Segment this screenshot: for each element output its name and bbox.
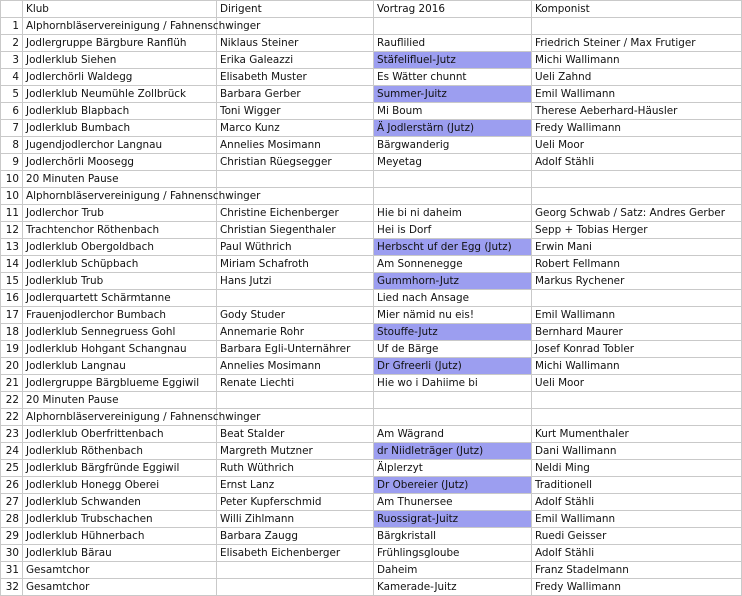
table-row (1, 86, 742, 103)
table-row (1, 528, 742, 545)
vortrag-cell[interactable]: Meyetag (374, 154, 532, 171)
vortrag-cell[interactable]: Dr Gfreerli (Jutz) (374, 358, 532, 375)
row-number-cell[interactable]: 28 (1, 511, 23, 528)
vortrag-cell[interactable] (374, 392, 532, 409)
komponist-cell[interactable]: Kurt Mumenthaler (532, 426, 742, 443)
dirigent-cell[interactable] (217, 171, 374, 188)
komponist-cell[interactable]: Adolf Stähli (532, 494, 742, 511)
table-row (1, 562, 742, 579)
table-row (1, 103, 742, 120)
dirigent-cell[interactable]: Margreth Mutzner (217, 443, 374, 460)
klub-cell[interactable]: Jodlerklub Sennegruess Gohl (23, 324, 217, 341)
row-number-cell[interactable]: 18 (1, 324, 23, 341)
vortrag-cell[interactable] (374, 188, 532, 205)
dirigent-cell[interactable]: Beat Stalder (217, 426, 374, 443)
dirigent-cell[interactable]: Annelies Mosimann (217, 137, 374, 154)
komponist-cell[interactable]: Adolf Stähli (532, 154, 742, 171)
dirigent-cell[interactable]: Miriam Schafroth (217, 256, 374, 273)
vortrag-cell[interactable]: Hie wo i Dahiime bi (374, 375, 532, 392)
table-row (1, 188, 742, 205)
row-number-cell[interactable]: 25 (1, 460, 23, 477)
dirigent-cell[interactable]: Annemarie Rohr (217, 324, 374, 341)
klub-cell[interactable]: Jugendjodlerchor Langnau (23, 137, 217, 154)
klub-cell[interactable]: Trachtenchor Röthenbach (23, 222, 217, 239)
klub-cell[interactable]: Jodlerklub Siehen (23, 52, 217, 69)
vortrag-cell[interactable]: Gummhorn-Jutz (374, 273, 532, 290)
komponist-cell[interactable] (532, 290, 742, 307)
vortrag-cell[interactable]: Am Sonnenegge (374, 256, 532, 273)
klub-cell[interactable]: Jodlerklub Trubschachen (23, 511, 217, 528)
table-row (1, 154, 742, 171)
header-row (1, 1, 742, 18)
vortrag-cell[interactable]: Dr Obereier (Jutz) (374, 477, 532, 494)
klub-cell[interactable]: Jodlerklub Trub (23, 273, 217, 290)
row-number-cell[interactable]: 31 (1, 562, 23, 579)
row-number-cell[interactable]: 15 (1, 273, 23, 290)
vortrag-cell[interactable]: Rauflilied (374, 35, 532, 52)
komponist-cell[interactable]: Markus Rychener (532, 273, 742, 290)
table-row (1, 120, 742, 137)
klub-cell[interactable]: 20 Minuten Pause (23, 171, 217, 188)
komponist-cell[interactable]: Michi Wallimann (532, 358, 742, 375)
row-number-cell[interactable]: 1 (1, 18, 23, 35)
klub-cell[interactable]: Jodlerklub Honegg Oberei (23, 477, 217, 494)
klub-cell[interactable]: Jodlergruppe Bärgbure Ranflüh (23, 35, 217, 52)
row-number-cell[interactable]: 3 (1, 52, 23, 69)
komponist-cell[interactable]: Fredy Wallimann (532, 120, 742, 137)
komponist-cell[interactable]: Neldi Ming (532, 460, 742, 477)
komponist-cell[interactable]: Emil Wallimann (532, 86, 742, 103)
table-row (1, 545, 742, 562)
dirigent-cell[interactable] (217, 562, 374, 579)
klub-cell[interactable]: Jodlerklub Schüpbach (23, 256, 217, 273)
komponist-cell[interactable]: Adolf Stähli (532, 545, 742, 562)
table-row (1, 222, 742, 239)
klub-cell[interactable]: Jodlerklub Bärau (23, 545, 217, 562)
komponist-cell[interactable] (532, 18, 742, 35)
vortrag-cell[interactable]: Uf de Bärge (374, 341, 532, 358)
vortrag-cell[interactable]: Kamerade-Juitz (374, 579, 532, 596)
vortrag-cell[interactable]: Am Wägrand (374, 426, 532, 443)
row-number-cell[interactable]: 4 (1, 69, 23, 86)
dirigent-cell[interactable] (217, 290, 374, 307)
dirigent-cell[interactable] (217, 392, 374, 409)
table-row (1, 426, 742, 443)
row-number-cell[interactable]: 13 (1, 239, 23, 256)
table-row (1, 273, 742, 290)
vortrag-cell[interactable]: dr Niidleträger (Jutz) (374, 443, 532, 460)
vortrag-cell[interactable]: Mier nämid nu eis! (374, 307, 532, 324)
table-row (1, 375, 742, 392)
row-number-cell[interactable]: 22 (1, 392, 23, 409)
table-row (1, 205, 742, 222)
dirigent-cell[interactable]: Christine Eichenberger (217, 205, 374, 222)
row-number-cell[interactable]: 10 (1, 171, 23, 188)
vortrag-cell[interactable]: Hie bi ni daheim (374, 205, 532, 222)
vortrag-cell[interactable]: Ruossigrat-Juitz (374, 511, 532, 528)
row-number-cell[interactable]: 24 (1, 443, 23, 460)
dirigent-cell[interactable]: Renate Liechti (217, 375, 374, 392)
row-number-cell[interactable]: 27 (1, 494, 23, 511)
table-row (1, 18, 742, 35)
table-row (1, 341, 742, 358)
vortrag-cell[interactable]: Stäfelifluel-Jutz (374, 52, 532, 69)
komponist-cell[interactable]: Erwin Mani (532, 239, 742, 256)
table-row (1, 307, 742, 324)
row-number-cell[interactable]: 22 (1, 409, 23, 426)
klub-cell[interactable]: Gesamtchor (23, 562, 217, 579)
row-number-cell[interactable]: 17 (1, 307, 23, 324)
komponist-cell[interactable]: Therese Aeberhard-Häusler (532, 103, 742, 120)
table-row (1, 409, 742, 426)
table-row (1, 477, 742, 494)
komponist-cell[interactable]: Ueli Moor (532, 137, 742, 154)
table-row (1, 239, 742, 256)
row-number-cell[interactable]: 16 (1, 290, 23, 307)
klub-cell[interactable]: Jodlerchörli Moosegg (23, 154, 217, 171)
row-number-cell[interactable]: 10 (1, 188, 23, 205)
komponist-cell[interactable]: Franz Stadelmann (532, 562, 742, 579)
klub-cell[interactable]: Jodlerklub Obergoldbach (23, 239, 217, 256)
row-number-cell[interactable]: 30 (1, 545, 23, 562)
vortrag-cell[interactable]: Es Wätter chunnt (374, 69, 532, 86)
table-row (1, 290, 742, 307)
komponist-cell[interactable] (532, 409, 742, 426)
table-row (1, 324, 742, 341)
klub-cell[interactable]: Jodlerklub Langnau (23, 358, 217, 375)
header-komponist[interactable]: Komponist (532, 1, 742, 18)
header-dirigent[interactable]: Dirigent (217, 1, 374, 18)
dirigent-cell[interactable]: Toni Wigger (217, 103, 374, 120)
vortrag-cell[interactable]: Älplerzyt (374, 460, 532, 477)
dirigent-cell[interactable]: Gody Studer (217, 307, 374, 324)
komponist-cell[interactable]: Ruedi Geisser (532, 528, 742, 545)
table-row (1, 579, 742, 596)
klub-cell[interactable]: Jodlerklub Hohgant Schangnau (23, 341, 217, 358)
komponist-cell[interactable]: Robert Fellmann (532, 256, 742, 273)
komponist-cell[interactable] (532, 171, 742, 188)
header-number[interactable] (1, 1, 23, 18)
row-number-cell[interactable]: 20 (1, 358, 23, 375)
table-row (1, 358, 742, 375)
row-number-cell[interactable]: 8 (1, 137, 23, 154)
komponist-cell[interactable]: Fredy Wallimann (532, 579, 742, 596)
vortrag-cell[interactable]: Stouffe-Jutz (374, 324, 532, 341)
dirigent-cell[interactable]: Christian Rüegsegger (217, 154, 374, 171)
table-row (1, 494, 742, 511)
vortrag-cell[interactable]: Mi Boum (374, 103, 532, 120)
dirigent-cell[interactable]: Barbara Egli-Unternährer (217, 341, 374, 358)
table-row (1, 52, 742, 69)
vortrag-cell[interactable]: Bärgwanderig (374, 137, 532, 154)
klub-cell[interactable]: Jodlerklub Röthenbach (23, 443, 217, 460)
vortrag-cell[interactable]: Am Thunersee (374, 494, 532, 511)
vortrag-cell[interactable]: Daheim (374, 562, 532, 579)
table-row (1, 511, 742, 528)
dirigent-cell[interactable]: Paul Wüthrich (217, 239, 374, 256)
komponist-cell[interactable]: Sepp + Tobias Herger (532, 222, 742, 239)
table-row (1, 256, 742, 273)
table-row (1, 460, 742, 477)
dirigent-cell[interactable] (217, 579, 374, 596)
dirigent-cell[interactable]: Hans Jutzi (217, 273, 374, 290)
row-number-cell[interactable]: 11 (1, 205, 23, 222)
komponist-cell[interactable]: Emil Wallimann (532, 307, 742, 324)
header-vortrag[interactable]: Vortrag 2016 (374, 1, 532, 18)
header-klub[interactable]: Klub (23, 1, 217, 18)
klub-cell[interactable]: Alphornbläservereinigung / Fahnenschwinger (23, 409, 217, 426)
vortrag-cell[interactable]: Bärgkristall (374, 528, 532, 545)
komponist-cell[interactable]: Michi Wallimann (532, 52, 742, 69)
klub-cell[interactable]: Jodlerklub Bärgfründe Eggiwil (23, 460, 217, 477)
komponist-cell[interactable]: Josef Konrad Tobler (532, 341, 742, 358)
row-number-cell[interactable]: 19 (1, 341, 23, 358)
vortrag-cell[interactable]: Ä Jodlerstärn (Jutz) (374, 120, 532, 137)
klub-cell[interactable]: Jodlergruppe Bärgblueme Eggiwil (23, 375, 217, 392)
row-number-cell[interactable]: 14 (1, 256, 23, 273)
komponist-cell[interactable]: Traditionell (532, 477, 742, 494)
klub-cell[interactable]: Jodlerklub Bumbach (23, 120, 217, 137)
vortrag-cell[interactable]: Lied nach Ansage (374, 290, 532, 307)
row-number-cell[interactable]: 26 (1, 477, 23, 494)
vortrag-cell[interactable]: Herbscht uf der Egg (Jutz) (374, 239, 532, 256)
klub-cell[interactable]: 20 Minuten Pause (23, 392, 217, 409)
klub-cell[interactable]: Jodlerklub Schwanden (23, 494, 217, 511)
komponist-cell[interactable] (532, 188, 742, 205)
row-number-cell[interactable]: 23 (1, 426, 23, 443)
row-number-cell[interactable]: 9 (1, 154, 23, 171)
vortrag-cell[interactable] (374, 409, 532, 426)
vortrag-cell[interactable]: Hei is Dorf (374, 222, 532, 239)
dirigent-cell[interactable]: Ruth Wüthrich (217, 460, 374, 477)
vortrag-cell[interactable] (374, 171, 532, 188)
row-number-cell[interactable]: 5 (1, 86, 23, 103)
table-row (1, 35, 742, 52)
klub-cell[interactable]: Alphornbläservereinigung / Fahnenschwinger (23, 18, 217, 35)
vortrag-cell[interactable]: Frühlingsgloube (374, 545, 532, 562)
dirigent-cell[interactable]: Erika Galeazzi (217, 52, 374, 69)
komponist-cell[interactable]: Dani Wallimann (532, 443, 742, 460)
klub-cell[interactable]: Jodlerklub Neumühle Zollbrück (23, 86, 217, 103)
row-number-cell[interactable]: 29 (1, 528, 23, 545)
dirigent-cell[interactable]: Elisabeth Eichenberger (217, 545, 374, 562)
table-row (1, 69, 742, 86)
dirigent-cell[interactable]: Marco Kunz (217, 120, 374, 137)
vortrag-cell[interactable] (374, 18, 532, 35)
komponist-cell[interactable]: Georg Schwab / Satz: Andres Gerber (532, 205, 742, 222)
komponist-cell[interactable]: Friedrich Steiner / Max Frutiger (532, 35, 742, 52)
klub-cell[interactable]: Jodlerklub Blapbach (23, 103, 217, 120)
table-row (1, 443, 742, 460)
klub-cell[interactable]: Jodlerchörli Waldegg (23, 69, 217, 86)
row-number-cell[interactable]: 7 (1, 120, 23, 137)
klub-cell[interactable]: Frauenjodlerchor Bumbach (23, 307, 217, 324)
komponist-cell[interactable]: Bernhard Maurer (532, 324, 742, 341)
dirigent-cell[interactable]: Niklaus Steiner (217, 35, 374, 52)
dirigent-cell[interactable]: Christian Siegenthaler (217, 222, 374, 239)
klub-cell[interactable]: Jodlerklub Oberfrittenbach (23, 426, 217, 443)
komponist-cell[interactable]: Ueli Moor (532, 375, 742, 392)
komponist-cell[interactable] (532, 392, 742, 409)
klub-cell[interactable]: Gesamtchor (23, 579, 217, 596)
vortrag-cell[interactable]: Summer-Juitz (374, 86, 532, 103)
table-row (1, 171, 742, 188)
klub-cell[interactable]: Jodlerchor Trub (23, 205, 217, 222)
row-number-cell[interactable]: 12 (1, 222, 23, 239)
klub-cell[interactable]: Alphornbläservereinigung / Fahnenschwinger (23, 188, 217, 205)
dirigent-cell[interactable]: Elisabeth Muster (217, 69, 374, 86)
row-number-cell[interactable]: 32 (1, 579, 23, 596)
klub-cell[interactable]: Jodlerquartett Schärmtanne (23, 290, 217, 307)
row-number-cell[interactable]: 21 (1, 375, 23, 392)
table-row (1, 392, 742, 409)
table-row (1, 137, 742, 154)
dirigent-cell[interactable]: Barbara Zaugg (217, 528, 374, 545)
komponist-cell[interactable]: Emil Wallimann (532, 511, 742, 528)
dirigent-cell[interactable]: Barbara Gerber (217, 86, 374, 103)
dirigent-cell[interactable]: Annelies Mosimann (217, 358, 374, 375)
dirigent-cell[interactable]: Willi Zihlmann (217, 511, 374, 528)
row-number-cell[interactable]: 6 (1, 103, 23, 120)
dirigent-cell[interactable]: Ernst Lanz (217, 477, 374, 494)
dirigent-cell[interactable]: Peter Kupferschmid (217, 494, 374, 511)
klub-cell[interactable]: Jodlerklub Hühnerbach (23, 528, 217, 545)
komponist-cell[interactable]: Ueli Zahnd (532, 69, 742, 86)
row-number-cell[interactable]: 2 (1, 35, 23, 52)
